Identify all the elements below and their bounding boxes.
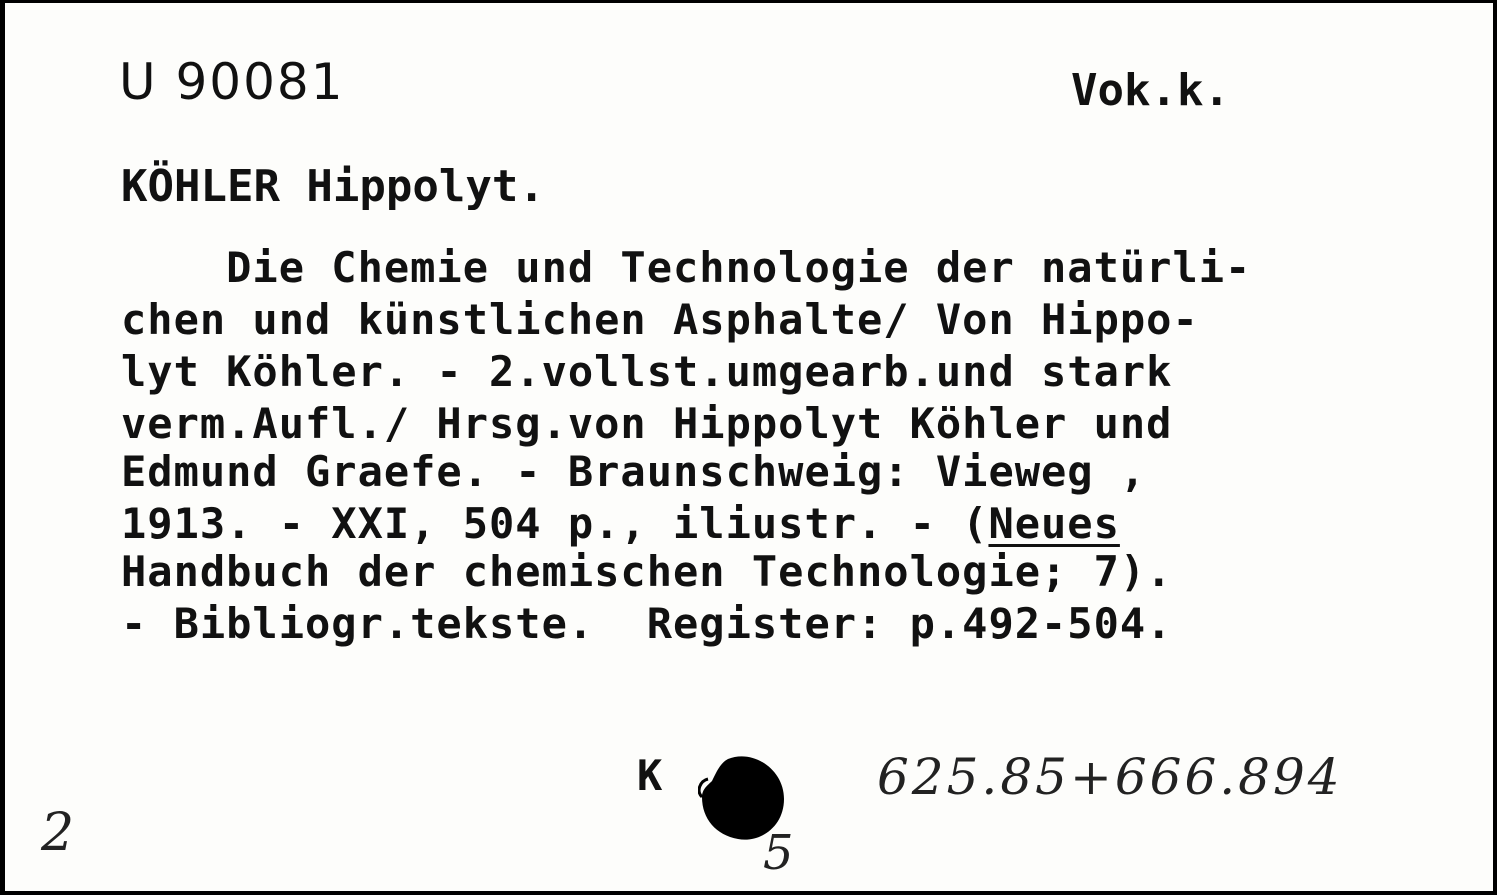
classification-handwritten: 625.85+666.894 [877, 748, 1343, 806]
call-number: U 90081 [119, 53, 345, 111]
description-line-5: Edmund Graefe. - Braunschweig: Vieweg , [121, 447, 1147, 496]
location-code: Vok.k. [1071, 65, 1230, 116]
k-mark: K [637, 751, 663, 800]
handwritten-five: 5 [763, 825, 794, 881]
description-line-7: Handbuch der chemischen Technologie; 7). [121, 547, 1173, 596]
description-line-6 [121, 499, 1120, 548]
series-title-underlined: Neues [988, 499, 1120, 548]
description-line-1: Die Chemie und Technologie der natürli- [121, 243, 1252, 292]
description-line-4: verm.Aufl./ Hrsg.von Hippolyt Köhler und [121, 399, 1173, 448]
description-line-6-text: 1913. - XXI, 504 p., iliustr. - ( [121, 499, 989, 548]
handwritten-two: 2 [41, 803, 75, 863]
description-line-3: lyt Köhler. - 2.vollst.umgearb.und stark [121, 347, 1173, 396]
description-line-2: chen und künstlichen Asphalte/ Von Hippo- [121, 295, 1199, 344]
description-line-8: - Bibliogr.tekste. Register: p.492-504. [121, 599, 1173, 648]
author-heading: KÖHLER Hippolyt. [121, 161, 545, 212]
